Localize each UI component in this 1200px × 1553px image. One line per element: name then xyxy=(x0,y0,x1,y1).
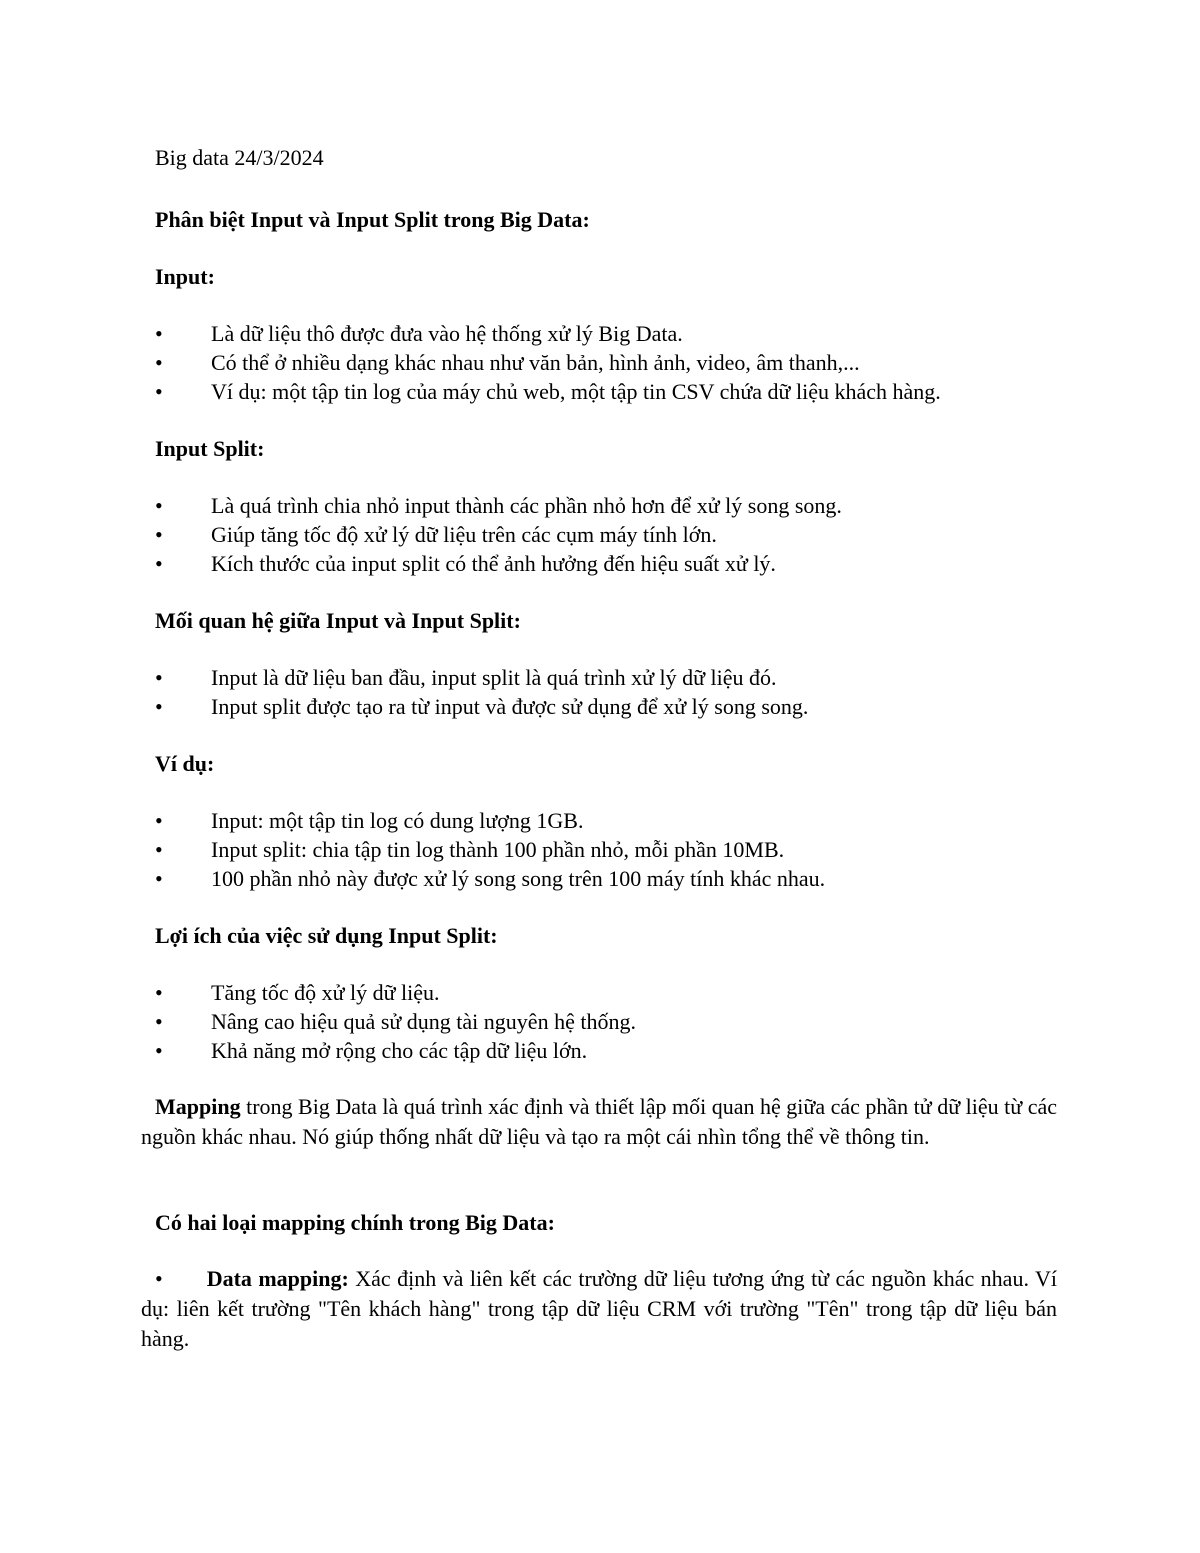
example-list xyxy=(155,806,825,893)
data-mapping-paragraph xyxy=(141,1264,1057,1354)
list-item: • Nâng cao hiệu quả sử dụng tài nguyên hệ thống. xyxy=(155,1009,636,1034)
benefits-list xyxy=(155,978,636,1065)
bullet-icon: • xyxy=(155,1266,163,1291)
list-item: • Input: một tập tin log có dung lượng 1GB. xyxy=(155,808,584,833)
bullet-icon: • xyxy=(155,694,163,719)
list-item: • Giúp tăng tốc độ xử lý dữ liệu trên các cụm máy tính lớn. xyxy=(155,522,717,547)
list-item: • Input là dữ liệu ban đầu, input split là quá trình xử lý dữ liệu đó. xyxy=(155,665,777,690)
bullet-icon: • xyxy=(155,522,163,547)
list-item: • Là quá trình chia nhỏ input thành các phần nhỏ hơn để xử lý song song. xyxy=(155,493,842,518)
input-split-list xyxy=(155,491,842,578)
bullet-icon: • xyxy=(155,866,163,891)
data-mapping-term: Data mapping: xyxy=(206,1266,349,1291)
mapping-paragraph xyxy=(141,1092,1057,1152)
bullet-icon: • xyxy=(155,493,163,518)
bullet-icon: • xyxy=(155,1009,163,1034)
bullet-icon: • xyxy=(155,808,163,833)
bullet-icon: • xyxy=(155,350,163,375)
list-item: • Kích thước của input split có thể ảnh hưởng đến hiệu suất xử lý. xyxy=(155,551,776,576)
bullet-icon: • xyxy=(155,321,163,346)
list-item: • Khả năng mở rộng cho các tập dữ liệu lớn. xyxy=(155,1038,588,1063)
mapping-types-heading: Có hai loại mapping chính trong Big Data: xyxy=(155,1210,555,1235)
input-heading: Input: xyxy=(155,264,215,289)
input-list xyxy=(155,319,941,406)
relation-heading: Mối quan hệ giữa Input và Input Split: xyxy=(155,608,521,633)
list-item: • Là dữ liệu thô được đưa vào hệ thống xử lý Big Data. xyxy=(155,321,683,346)
bullet-icon: • xyxy=(155,665,163,690)
list-item: • Có thể ở nhiều dạng khác nhau như văn bản, hình ảnh, video, âm thanh,... xyxy=(155,350,860,375)
benefits-heading: Lợi ích của việc sử dụng Input Split: xyxy=(155,923,498,948)
list-item: • Ví dụ: một tập tin log của máy chủ web, một tập tin CSV chứa dữ liệu khách hàng. xyxy=(155,379,941,404)
bullet-icon: • xyxy=(155,551,163,576)
bullet-icon: • xyxy=(155,1038,163,1063)
list-item: • Input split: chia tập tin log thành 100 phần nhỏ, mỗi phần 10MB. xyxy=(155,837,785,862)
main-heading: Phân biệt Input và Input Split trong Big Data: xyxy=(155,207,590,232)
document-title: Big data 24/3/2024 xyxy=(155,145,324,170)
relation-list xyxy=(155,663,808,721)
bullet-icon: • xyxy=(155,980,163,1005)
bullet-icon: • xyxy=(155,379,163,404)
data-mapping-text: Xác định và liên kết các trường dữ liệu tương ứng từ các nguồn khác nhau. Ví dụ: liên kết trường "Tên khách hàng" trong tập dữ liệu CRM với trường "Tên" trong tập dữ liệu bán hàng. xyxy=(141,1266,1057,1351)
bullet-icon: • xyxy=(155,837,163,862)
input-split-heading: Input Split: xyxy=(155,436,265,461)
list-item: • 100 phần nhỏ này được xử lý song song trên 100 máy tính khác nhau. xyxy=(155,866,826,891)
list-item: • Tăng tốc độ xử lý dữ liệu. xyxy=(155,980,440,1005)
list-item: • Input split được tạo ra từ input và được sử dụng để xử lý song song. xyxy=(155,694,809,719)
example-heading: Ví dụ: xyxy=(155,751,215,776)
mapping-term: Mapping xyxy=(155,1094,241,1119)
mapping-text: trong Big Data là quá trình xác định và thiết lập mối quan hệ giữa các phần tử dữ liệu từ các nguồn khác nhau. Nó giúp thống nhất dữ liệu và tạo ra một cái nhìn tổng thể về thông tin. xyxy=(141,1094,1057,1149)
